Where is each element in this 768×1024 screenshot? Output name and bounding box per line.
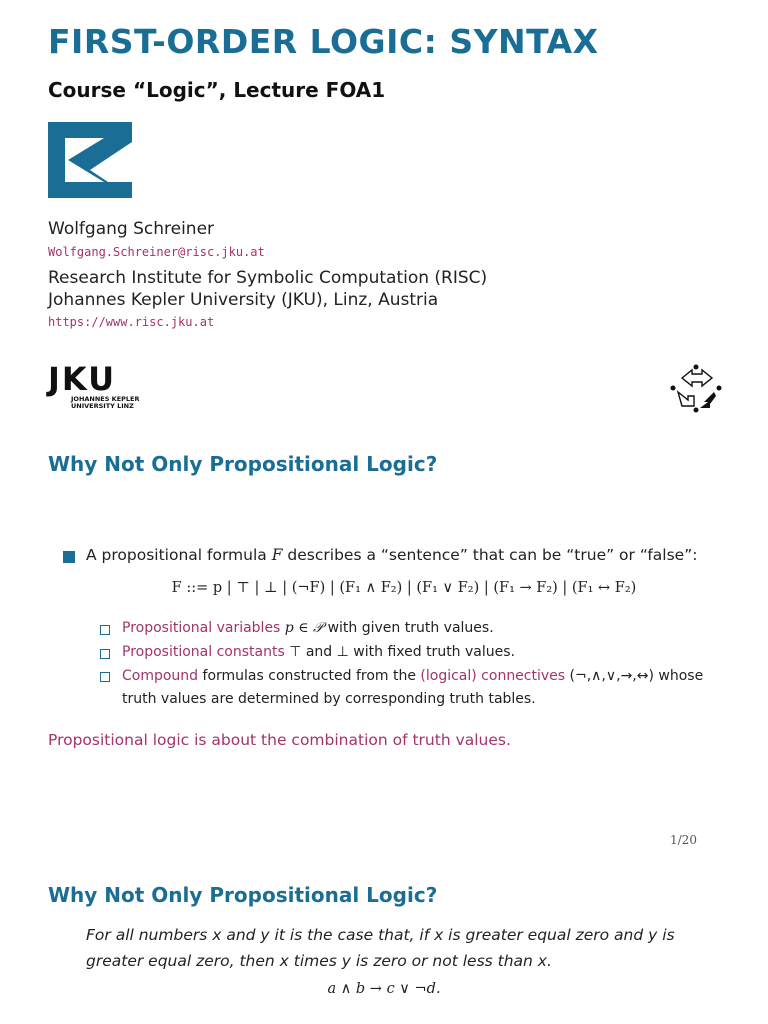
jku-logo — [48, 360, 152, 416]
subitem-constants — [122, 644, 515, 660]
term-propositional-constants: Propositional constants — [122, 644, 285, 660]
author-email[interactable]: Wolfgang.Schreiner@risc.jku.at — [48, 245, 265, 259]
subitem-math: (¬,∧,∨,→,↔) — [565, 668, 654, 684]
subitem-math: ⊤ and ⊥ — [284, 644, 349, 660]
subitem-variables — [122, 620, 494, 636]
jku-logo-line-1: JOHANNES KEPLER — [71, 395, 140, 403]
page-subtitle: Course “Logic”, Lecture FOA1 — [48, 78, 386, 102]
subitem-rest: with given truth values. — [323, 620, 494, 636]
subitem-compound — [122, 668, 703, 684]
bullet-text — [86, 546, 697, 564]
conclusion-text: Propositional logic is about the combination of truth values. — [48, 731, 511, 749]
section-heading-2: Why Not Only Propositional Logic? — [48, 883, 438, 907]
example-sentence: For all numbers x and y it is the case that, if x is greater equal zero and y is greater equal zero, then x times y is zero or not less than x. — [86, 926, 675, 970]
k-logo-icon — [48, 122, 132, 198]
institute-line-1: Research Institute for Symbolic Computation (RISC) — [48, 268, 488, 288]
term-propositional-variables: Propositional variables — [122, 620, 281, 636]
example-formula: a ∧ b → c ∨ ¬d. — [327, 981, 441, 997]
bullet-text-pre: A propositional formula — [86, 546, 272, 564]
risc-logo-icon — [670, 364, 722, 414]
section-heading: Why Not Only Propositional Logic? — [48, 452, 438, 476]
subitem-rest-b: whose — [653, 668, 704, 684]
term-logical-connectives: (logical) connectives — [420, 668, 566, 684]
institute — [48, 267, 487, 311]
jku-wordmark: JKU — [48, 360, 117, 398]
subitem-rest-a: formulas constructed from the — [198, 668, 421, 684]
subitem-box-icon — [100, 625, 110, 635]
term-compound: Compound — [122, 668, 199, 684]
subitem-rest: with fixed truth values. — [348, 644, 515, 660]
page-title: FIRST-ORDER LOGIC: SYNTAX — [48, 22, 599, 61]
bullet-variable: F — [271, 546, 283, 564]
page-number: 1/20 — [670, 833, 697, 847]
subitem-box-icon — [100, 672, 110, 682]
bullet-square-icon — [63, 551, 75, 563]
jku-logo-line-2: UNIVERSITY LINZ — [71, 402, 134, 410]
institute-url[interactable]: https://www.risc.jku.at — [48, 315, 215, 329]
grammar-formula: F ::= p | ⊤ | ⊥ | (¬F) | (F₁ ∧ F₂) | (F₁ ∨ F₂) | (F₁ → F₂) | (F₁ ↔ F₂) — [171, 580, 637, 596]
author-name: Wolfgang Schreiner — [48, 219, 215, 239]
subitem-math: p ∈ 𝒫 — [280, 620, 324, 636]
subitem-box-icon — [100, 649, 110, 659]
subitem-continuation: truth values are determined by corresponding truth tables. — [122, 691, 536, 707]
bullet-text-post: describes a “sentence” that can be “true” or “false”: — [282, 546, 698, 564]
institute-line-2: Johannes Kepler University (JKU), Linz, Austria — [48, 290, 439, 310]
